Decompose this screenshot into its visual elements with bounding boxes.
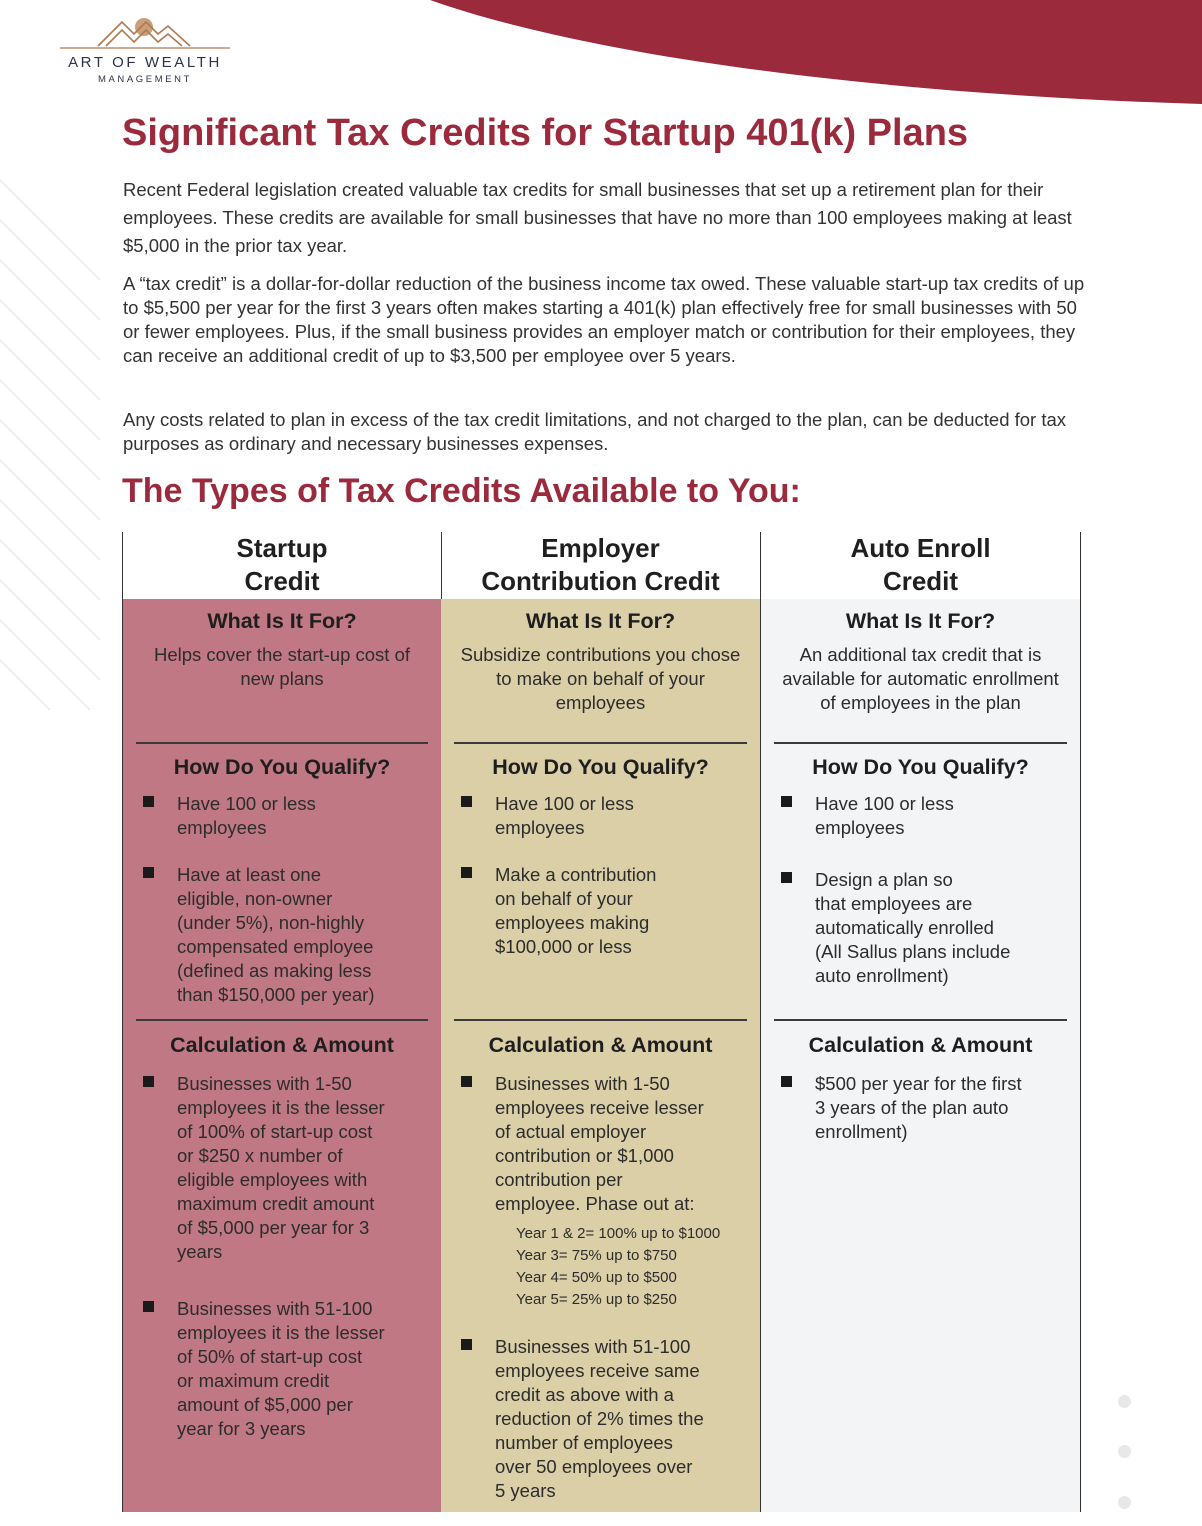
bullet-text: Have 100 or less employees	[177, 793, 316, 838]
section-title-calc: Calculation & Amount	[488, 1033, 713, 1057]
bullet-square-icon	[143, 867, 154, 878]
bullet-text: Design a plan so that employees are automatically enrolled (All Sallus plans include auto enrollment)	[815, 869, 1011, 986]
section-title-calc: Calculation & Amount	[808, 1033, 1033, 1057]
intro-paragraph-1: Recent Federal legislation created valuable tax credits for small businesses that set up a retirement plan for their employees. These credits are available for small businesses that have no more than 100 employees making at least $5,000 in the prior tax year.	[123, 179, 1072, 256]
company-logo[interactable]	[60, 14, 230, 85]
divider	[136, 742, 428, 744]
bullet-text: Businesses with 51-100 employees receive same credit as above with a reduction of 2% times the number of employees over 50 employees over 5 years	[495, 1336, 704, 1501]
section-title-qualify: How Do You Qualify?	[812, 755, 1029, 779]
phase-out-schedule: Year 1 & 2= 100% up to $1000 Year 3= 75% up to $750 Year 4= 50% up to $500 Year 5= 25% up to $250	[516, 1225, 721, 1308]
column-body	[123, 599, 441, 1512]
section-title-what: What Is It For?	[207, 609, 357, 633]
divider	[454, 1019, 747, 1021]
startup-credit-column	[122, 532, 442, 1512]
bullet-text: Have 100 or less employees	[495, 793, 634, 838]
page-dot[interactable]	[1118, 1445, 1131, 1458]
bullet-text: Have 100 or less employees	[815, 793, 954, 838]
page-title: Significant Tax Credits for Startup 401(k) Plans	[122, 112, 969, 154]
section-title-what: What Is It For?	[525, 609, 676, 633]
section-title-what: What Is It For?	[845, 609, 996, 633]
bullet-text: Businesses with 1-50 employees it is the lesser of 100% of start-up cost or $250 x number of eligible employees with maximum credit amount of $5,000 per year for 3 years	[177, 1073, 385, 1262]
column-body	[761, 599, 1080, 1512]
types-heading: The Types of Tax Credits Available to You:	[122, 472, 801, 510]
divider	[136, 1019, 428, 1021]
mountain-logo-icon	[60, 14, 230, 50]
page-dot[interactable]	[1118, 1496, 1131, 1509]
section-title-qualify: How Do You Qualify?	[492, 755, 709, 779]
bullet-text: Businesses with 1-50 employees receive lesser of actual employer contribution or $1,000 contribution per employee. Phase out at:	[495, 1073, 704, 1214]
logo-subtitle: MANAGEMENT	[97, 74, 193, 85]
intro-paragraph-3: Any costs related to plan in excess of the tax credit limitations, and not charged to the plan, can be deducted for tax purposes as ordinary and necessary businesses expenses.	[123, 409, 1067, 454]
bullet-text: $500 per year for the first 3 years of the plan auto enrollment)	[815, 1073, 1022, 1142]
divider	[774, 1019, 1067, 1021]
section-title-calc: Calculation & Amount	[170, 1033, 394, 1057]
bullet-text: Businesses with 51-100 employees it is the lesser of 50% of start-up cost or maximum credit amount of $5,000 per year for 3 years	[177, 1298, 385, 1439]
what-description: Subsidize contributions you chose to make on behalf of your employees	[460, 644, 741, 713]
bullet-square-icon	[461, 796, 472, 807]
employer-contribution-column	[441, 532, 761, 1512]
what-description: Helps cover the start-up cost of new plans	[153, 644, 411, 689]
decorative-stripes	[0, 170, 110, 710]
bullet-text: Make a contribution on behalf of your employees making $100,000 or less	[495, 864, 657, 957]
divider	[774, 742, 1067, 744]
bullet-square-icon	[781, 872, 792, 883]
bullet-square-icon	[461, 1076, 472, 1087]
column-header: Auto Enroll Credit	[850, 533, 991, 596]
logo-name: ART OF WEALTH	[68, 54, 222, 71]
column-header: Startup Credit	[236, 533, 328, 596]
page-dot[interactable]	[1118, 1395, 1131, 1408]
bullet-square-icon	[143, 796, 154, 807]
bullet-square-icon	[461, 1339, 472, 1350]
bullet-square-icon	[143, 1301, 154, 1312]
auto-enroll-column	[761, 532, 1081, 1512]
intro-paragraph-2: A “tax credit” is a dollar-for-dollar reduction of the business income tax owed. These valuable start-up tax credits of up to $5,500 per year for the first 3 years often makes starting a 401(k) plan effectively free for small businesses with 50 or fewer employees. Plus, if the small business provides an employer match or contribution for their employees, they can receive an additional credit of up to $3,500 per employee over 5 years.	[123, 273, 1085, 366]
what-description: An additional tax credit that is available for automatic enrollment of employees in the plan	[782, 644, 1059, 713]
column-body	[441, 599, 760, 1512]
divider	[454, 742, 747, 744]
bullet-square-icon	[781, 1076, 792, 1087]
bullet-square-icon	[781, 796, 792, 807]
section-title-qualify: How Do You Qualify?	[173, 755, 391, 779]
bullet-text: Have at least one eligible, non-owner (under 5%), non-highly compensated employee (defined as making less than $150,000 per year)	[177, 864, 375, 1005]
bullet-square-icon	[461, 867, 472, 878]
column-header: Employer Contribution Credit	[481, 533, 720, 596]
bullet-square-icon	[143, 1076, 154, 1087]
